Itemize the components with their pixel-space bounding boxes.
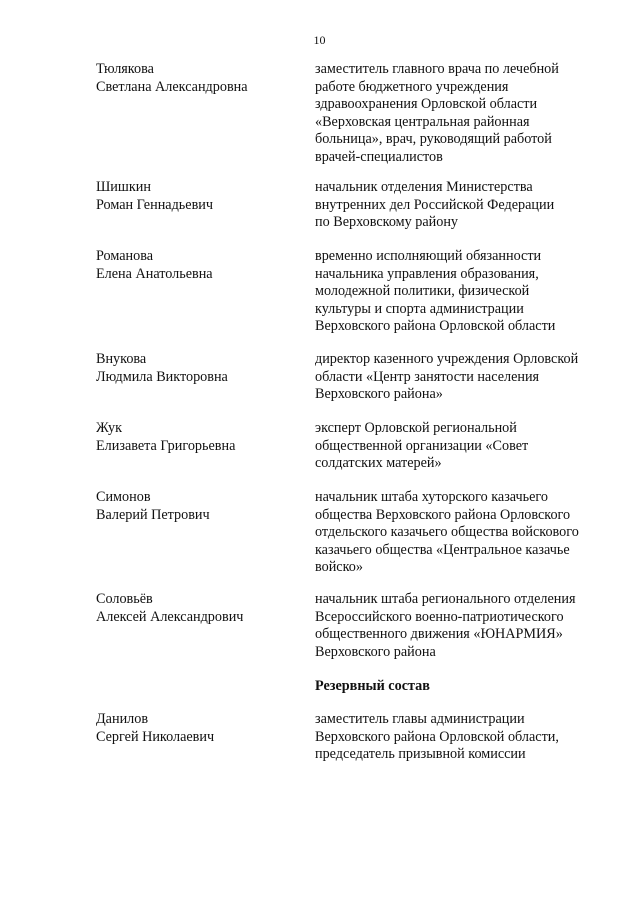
- role-line: председатель призывной комиссии: [315, 746, 526, 763]
- role-line: временно исполняющий обязанности: [315, 248, 542, 264]
- role-line: эксперт Орловской региональной: [315, 420, 517, 436]
- role-line: Всероссийского военно-патриотического: [315, 608, 564, 625]
- member-name: [96, 489, 296, 524]
- role-line: войско»: [315, 559, 363, 576]
- role-line: Верховского района»: [315, 386, 443, 403]
- role-line: молодежной политики, физической: [315, 283, 530, 300]
- role-line: работе бюджетного учреждения: [315, 78, 509, 95]
- role-line: Верховского района Орловской области: [315, 318, 556, 335]
- role-line: начальника управления образования,: [315, 265, 539, 282]
- member-name: [96, 248, 296, 283]
- member-surname: Внукова: [96, 351, 147, 367]
- role-line: начальник штаба хуторского казачьего: [315, 489, 548, 505]
- member-given-names: Роман Геннадьевич: [96, 196, 213, 213]
- member-name: [96, 351, 296, 386]
- member-name: [96, 711, 296, 746]
- member-given-names: Светлана Александровна: [96, 78, 248, 95]
- member-given-names: Алексей Александрович: [96, 608, 244, 625]
- role-line: врачей-специалистов: [315, 148, 443, 165]
- role-line: культуры и спорта администрации: [315, 300, 524, 317]
- member-name: [96, 420, 296, 455]
- role-line: области «Центр занятости населения: [315, 368, 540, 385]
- member-role: [315, 248, 615, 336]
- role-line: отдельского казачьего общества войскового: [315, 524, 579, 541]
- role-line: начальник отделения Министерства: [315, 179, 533, 195]
- member-role: [315, 351, 615, 404]
- role-line: больница», врач, руководящий работой: [315, 131, 552, 148]
- role-line: начальник штаба регионального отделения: [315, 591, 576, 607]
- member-given-names: Елизавета Григорьевна: [96, 437, 236, 454]
- page-number: 10: [313, 33, 326, 47]
- member-given-names: Сергей Николаевич: [96, 728, 215, 745]
- member-surname: Шишкин: [96, 179, 151, 195]
- role-line: директор казенного учреждения Орловской: [315, 351, 579, 367]
- role-line: Верховского района: [315, 643, 436, 660]
- member-surname: Тюлякова: [96, 61, 154, 77]
- role-line: казачьего общества «Центральное казачье: [315, 541, 570, 558]
- member-given-names: Людмила Викторовна: [96, 368, 228, 385]
- role-line: «Верховская центральная районная: [315, 113, 530, 130]
- reserve-heading: Резервный состав: [315, 678, 430, 694]
- role-line: общественной организации «Совет: [315, 437, 529, 454]
- role-line: солдатских матерей»: [315, 455, 442, 472]
- role-line: заместитель главы администрации: [315, 711, 525, 727]
- member-role: [315, 179, 615, 232]
- role-line: заместитель главного врача по лечебной: [315, 61, 559, 77]
- member-name: [96, 61, 296, 96]
- member-surname: Данилов: [96, 711, 149, 727]
- member-given-names: Елена Анатольевна: [96, 265, 213, 282]
- member-name: [96, 179, 296, 214]
- role-line: общественного движения «ЮНАРМИЯ»: [315, 626, 563, 643]
- member-given-names: Валерий Петрович: [96, 506, 210, 523]
- member-surname: Симонов: [96, 489, 151, 505]
- role-line: общества Верховского района Орловского: [315, 506, 571, 523]
- role-line: внутренних дел Российской Федерации: [315, 196, 555, 213]
- member-role: [315, 489, 615, 577]
- role-line: Верховского района Орловской области,: [315, 728, 559, 745]
- role-line: здравоохранения Орловской области: [315, 96, 538, 113]
- member-surname: Соловьёв: [96, 591, 153, 607]
- member-name: [96, 591, 296, 626]
- member-surname: Жук: [96, 420, 123, 436]
- member-surname: Романова: [96, 248, 154, 264]
- member-role: [315, 61, 615, 167]
- member-role: [315, 420, 615, 473]
- member-role: [315, 711, 615, 764]
- role-line: по Верховскому району: [315, 214, 459, 231]
- member-role: [315, 591, 615, 661]
